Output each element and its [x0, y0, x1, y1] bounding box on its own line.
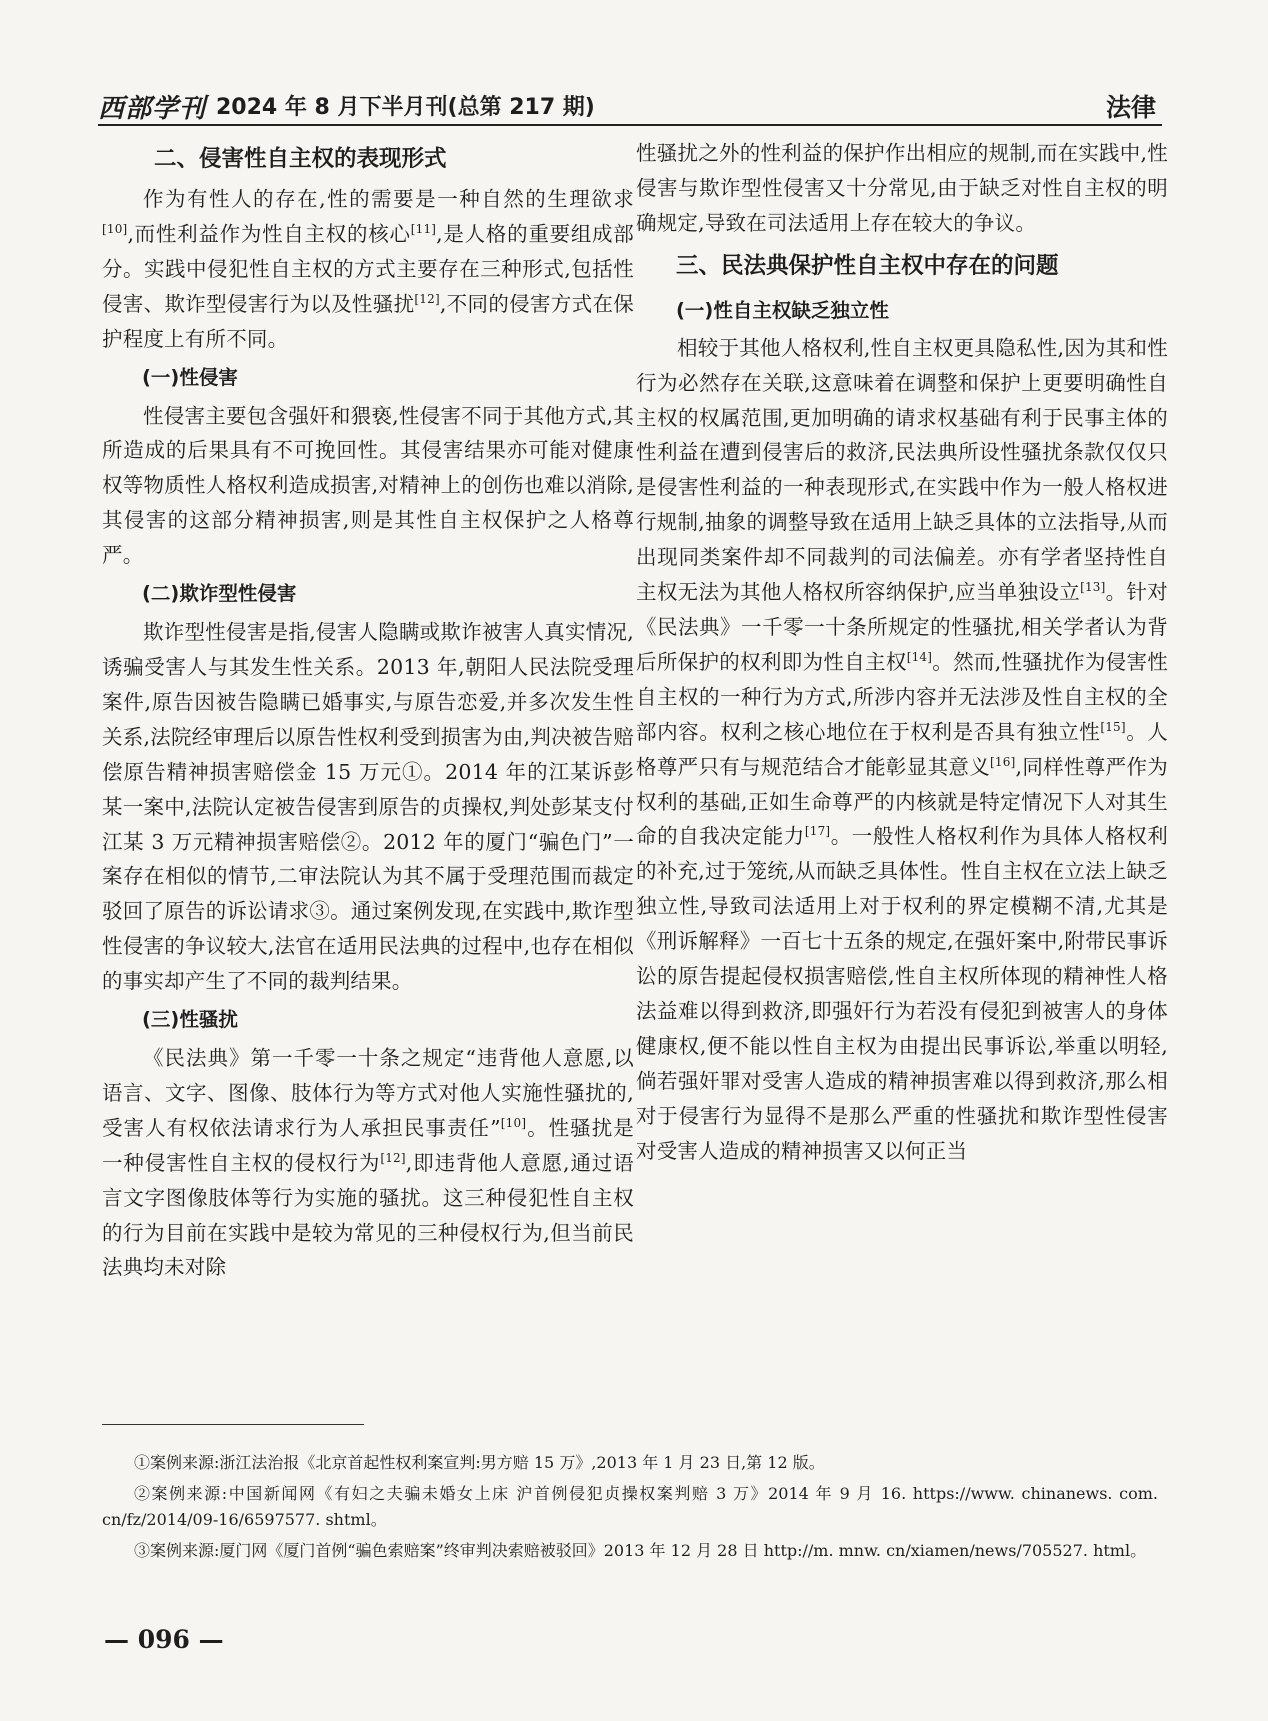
paragraph-fraud: 欺诈型性侵害是指,侵害人隐瞒或欺诈被害人真实情况,诱骗受害人与其发生性关系。2013 年,朝阳人民法院受理案件,原告因被告隐瞒已婚事实,与原告恋爱,并多次发生性关系,法院经审理后以原告性权利受到损害为由,判决被告赔偿原告精神损害赔偿金 15 万元①。2014 年的江某诉彭某一案中,法院认定被告侵害到原告的贞操权,判处彭某支付江某 3 万元精神损害赔偿②。2012 年的厦门“骗色门”一案存在相似的情节,二审法院认为其不属于受理范围而裁定驳回了原告的诉讼请求③。通过案例发现,在实践中,欺诈型性侵害的争议较大,法官在适用民法典的过程中,也存在相似的事实却产生了不同的裁判结果。	[102, 620, 634, 994]
subheading-sexual-assault: (一)性侵害	[142, 365, 238, 389]
footnote: ②案例来源:中国新闻网《有妇之夫骗未婚女上床 沪首例侵犯贞操权案判赔 3 万》2014 年 9 月 16. https://www. chinanews. com. cn/fz/2014/09-16/6597577. shtml。	[102, 1483, 1158, 1529]
paragraph-harassment: 《民法典》第一千零一十条之规定“违背他人意愿,以语言、文字、图像、肢体行为等方式对他人实施性骚扰的,受害人有权依法请求行为人承担民事责任”[10]。性骚扰是一种侵害性自主权的侵权行为[12],即违背他人意愿,通过语言文字图像肢体等行为实施的骚扰。这三种侵犯性自主权的行为目前在实践中是较为常见的三种侵权行为,但当前民法典均未对除	[102, 1046, 635, 1280]
citation: [12]	[380, 1150, 406, 1165]
running-header	[98, 86, 1162, 126]
intro-paragraph: 作为有性人的存在,性的需要是一种自然的生理欲求[10],而性利益作为性自主权的核心[11],是人格的重要组成部分。实践中侵犯性自主权的方式主要存在三种形式,包括性侵害、欺诈型侵害行为以及性骚扰[12],不同的侵害方式在保护程度上有所不同。	[102, 187, 634, 351]
right-column	[636, 136, 1168, 1168]
section-heading-3: 三、民法典保护性自主权中存在的问题	[676, 252, 1059, 279]
journal-name: 西部学刊	[98, 94, 207, 124]
citation: [16]	[990, 754, 1016, 769]
footnote-divider	[102, 1424, 364, 1425]
footnote: ③案例来源:厦门网《厦门首例“骗色索赔案”终审判决索赔被驳回》2013 年 12 月 28 日 http://m. mnw. cn/xiamen/news/705527. html。	[134, 1540, 1147, 1560]
citation: [17]	[804, 824, 831, 839]
subheading-harassment: (三)性骚扰	[142, 1008, 238, 1032]
section-tag: 法律	[1105, 93, 1156, 122]
page-number: — 096 —	[104, 1625, 224, 1654]
continuation-paragraph: 性骚扰之外的性利益的保护作出相应的规制,而在实践中,性侵害与欺诈型性侵害又十分常见,由于缺乏对性自主权的明确规定,导致在司法适用上存在较大的争议。	[636, 141, 1168, 235]
subheading-fraud: (二)欺诈型性侵害	[142, 582, 297, 606]
citation: [10]	[102, 221, 128, 236]
paragraph-independence: 相较于其他人格权利,性自主权更具隐私性,因为其和性行为必然存在关联,这意味着在调整和保护上更要明确性自主权的权属范围,更加明确的请求权基础有利于民事主体的性利益在遭到侵害后的救济,民法典所设性骚扰条款仅仅只是侵害性利益的一种表现形式,在实践中作为一般人格权进行规制,抽象的调整导致在适用上缺乏具体的立法指导,从而出现同类案件却不同裁判的司法偏差。亦有学者坚持性自主权无法为其他人格权所容纳保护,应当单独设立[13]。针对《民法典》一千零一十条所规定的性骚扰,相关学者认为背后所保护的权利即为性自主权[14]。然而,性骚扰作为侵害性自主权的一种行为方式,所涉内容并无法涉及性自主权的全部内容。权利之核心地位在于权利是否具有独立性[15]。人格尊严只有与规范结合才能彰显其意义[16],同样性尊严作为权利的基础,正如生命尊严的内核就是特定情况下人对其生命的自我决定能力[17]。一般性人格权利作为具体人格权利的补充,过于笼统,从而缺乏具体性。性自主权在立法上缺乏独立性,导致司法适用上对于权利的界定模糊不清,尤其是《刑诉解释》一百七十五条的规定,在强奸案中,附带民事诉讼的原告提起侵权损害赔偿,性自主权所体现的精神性人格法益难以得到救济,即强奸行为若没有侵犯到被害人的身体健康权,便不能以性自主权为由提出民事诉讼,举重以明轻,倘若强奸罪对受害人造成的精神损害难以得到救济,那么相对于侵害行为显得不是那么严重的性骚扰和欺诈型性侵害对受害人造成的精神损害又以何正当	[636, 335, 1168, 1163]
citation: [15]	[1100, 719, 1126, 734]
subheading-independence: (一)性自主权缺乏独立性	[676, 298, 889, 322]
paragraph-sexual-assault: 性侵害主要包含强奸和猥亵,性侵害不同于其他方式,其所造成的后果具有不可挽回性。其侵害结果亦可能对健康权等物质性人格权利造成损害,对精神上的创伤也难以消除,其侵害的这部分精神损害,则是其性自主权保护之人格尊严。	[102, 403, 634, 568]
citation: [11]	[410, 221, 437, 236]
left-column	[102, 136, 634, 1285]
citation: [13]	[1080, 580, 1106, 595]
citation: [14]	[906, 649, 933, 664]
footnote: ①案例来源:浙江法治报《北京首起性权利案宣判:男方赔 15 万》,2013 年 1 月 23 日,第 12 版。	[134, 1453, 825, 1472]
footnotes	[102, 1450, 1158, 1564]
issue-info: 2024 年 8 月下半月刊(总第 217 期)	[216, 95, 595, 120]
citation: [10]	[500, 1115, 527, 1130]
citation: [12]	[414, 291, 440, 306]
section-heading-2: 二、侵害性自主权的表现形式	[154, 146, 447, 172]
